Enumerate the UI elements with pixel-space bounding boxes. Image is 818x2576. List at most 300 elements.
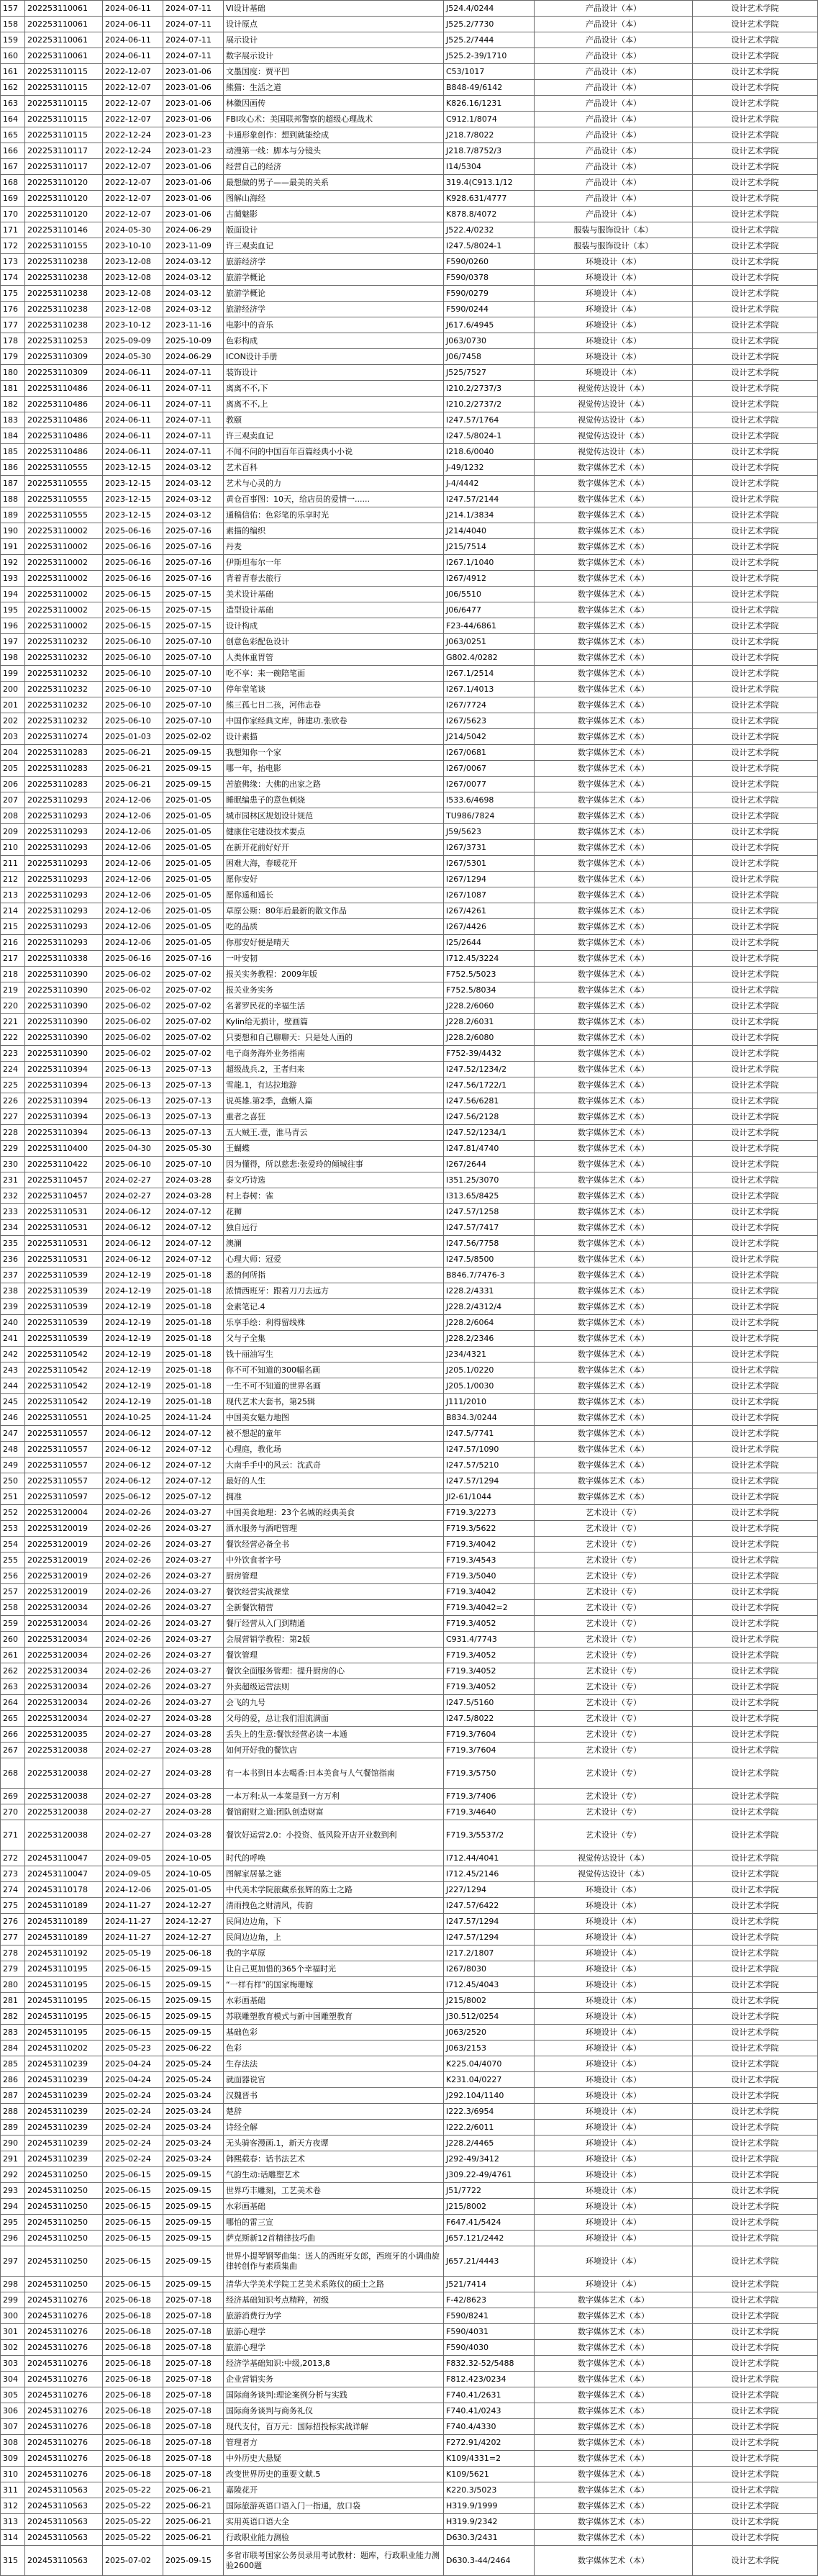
due-date-cell[interactable]: 2024-07-11 bbox=[163, 1, 224, 17]
due-date-cell[interactable]: 2025-01-05 bbox=[163, 792, 224, 808]
department-cell[interactable]: 数字媒体艺术（本） bbox=[535, 824, 693, 840]
borrow-date-cell[interactable]: 2025-06-18 bbox=[103, 2324, 163, 2340]
student-id-cell[interactable]: 202253120019 bbox=[25, 1553, 103, 1568]
department-cell[interactable]: 环境设计（本） bbox=[535, 2104, 693, 2120]
due-date-cell[interactable]: 2024-07-11 bbox=[163, 17, 224, 32]
row-number-cell[interactable]: 207 bbox=[1, 792, 25, 808]
department-cell[interactable]: 数字媒体艺术（本） bbox=[535, 2419, 693, 2435]
department-cell[interactable]: 艺术设计（专） bbox=[535, 1789, 693, 1804]
book-title-cell[interactable]: 餐饮经营必备全书 bbox=[224, 1537, 444, 1553]
school-cell[interactable]: 设计艺术学院 bbox=[693, 207, 818, 222]
department-cell[interactable]: 数字媒体艺术（本） bbox=[535, 729, 693, 745]
book-title-cell[interactable]: 许三观卖血记 bbox=[224, 238, 444, 254]
call-number-cell[interactable]: I712.44/4041 bbox=[444, 1850, 535, 1866]
student-id-cell[interactable]: 202253110542 bbox=[25, 1362, 103, 1378]
call-number-cell[interactable]: K109/5621 bbox=[444, 2467, 535, 2482]
row-number-cell[interactable]: 226 bbox=[1, 1093, 25, 1109]
borrow-date-cell[interactable]: 2025-06-18 bbox=[103, 2340, 163, 2356]
due-date-cell[interactable]: 2025-09-15 bbox=[163, 2183, 224, 2199]
student-id-cell[interactable]: 202253110539 bbox=[25, 1267, 103, 1283]
book-title-cell[interactable]: 经济基础知识考点精粹，初级 bbox=[224, 2292, 444, 2308]
student-id-cell[interactable]: 202253110115 bbox=[25, 64, 103, 80]
school-cell[interactable]: 设计艺术学院 bbox=[693, 2025, 818, 2041]
school-cell[interactable]: 设计艺术学院 bbox=[693, 2546, 818, 2576]
student-id-cell[interactable]: 202253110061 bbox=[25, 48, 103, 64]
book-title-cell[interactable]: 无头骑客漫画.1，新天方夜谭 bbox=[224, 2136, 444, 2151]
student-id-cell[interactable]: 202253120004 bbox=[25, 1505, 103, 1521]
call-number-cell[interactable]: I247.57/1294 bbox=[444, 1914, 535, 1930]
student-id-cell[interactable]: 202253120034 bbox=[25, 1632, 103, 1648]
school-cell[interactable]: 设计艺术学院 bbox=[693, 1442, 818, 1458]
row-number-cell[interactable]: 276 bbox=[1, 1914, 25, 1930]
book-title-cell[interactable]: 就面器说官 bbox=[224, 2072, 444, 2088]
department-cell[interactable]: 数字媒体艺术（本） bbox=[535, 1410, 693, 1426]
borrow-date-cell[interactable]: 2025-04-24 bbox=[103, 2072, 163, 2088]
student-id-cell[interactable]: 202253110238 bbox=[25, 254, 103, 270]
student-id-cell[interactable]: 202253110542 bbox=[25, 1347, 103, 1362]
due-date-cell[interactable]: 2023-01-06 bbox=[163, 80, 224, 96]
department-cell[interactable]: 数字媒体艺术（本） bbox=[535, 998, 693, 1014]
student-id-cell[interactable]: 202253110597 bbox=[25, 1489, 103, 1505]
call-number-cell[interactable]: F590/4031 bbox=[444, 2324, 535, 2340]
row-number-cell[interactable]: 315 bbox=[1, 2546, 25, 2576]
book-title-cell[interactable]: 气韵生动:话雕塑艺术 bbox=[224, 2167, 444, 2183]
due-date-cell[interactable]: 2023-01-23 bbox=[163, 143, 224, 159]
school-cell[interactable]: 设计艺术学院 bbox=[693, 1789, 818, 1804]
department-cell[interactable]: 艺术设计（专） bbox=[535, 1505, 693, 1521]
school-cell[interactable]: 设计艺术学院 bbox=[693, 2403, 818, 2419]
row-number-cell[interactable]: 314 bbox=[1, 2530, 25, 2546]
row-number-cell[interactable]: 192 bbox=[1, 555, 25, 571]
borrow-date-cell[interactable]: 2023-10-10 bbox=[103, 238, 163, 254]
school-cell[interactable]: 设计艺术学院 bbox=[693, 191, 818, 207]
school-cell[interactable]: 设计艺术学院 bbox=[693, 175, 818, 191]
school-cell[interactable]: 设计艺术学院 bbox=[693, 112, 818, 127]
department-cell[interactable]: 数字媒体艺术（本） bbox=[535, 982, 693, 998]
student-id-cell[interactable]: 202253110238 bbox=[25, 302, 103, 317]
student-id-cell[interactable]: 202253110002 bbox=[25, 618, 103, 634]
call-number-cell[interactable]: I25/2644 bbox=[444, 935, 535, 951]
school-cell[interactable]: 设计艺术学院 bbox=[693, 2215, 818, 2231]
student-id-cell[interactable]: 202253110531 bbox=[25, 1220, 103, 1236]
school-cell[interactable]: 设计艺术学院 bbox=[693, 397, 818, 412]
student-id-cell[interactable]: 202453110195 bbox=[25, 2009, 103, 2025]
department-cell[interactable]: 产品设计（本） bbox=[535, 127, 693, 143]
row-number-cell[interactable]: 216 bbox=[1, 935, 25, 951]
student-id-cell[interactable]: 202253110283 bbox=[25, 761, 103, 777]
call-number-cell[interactable]: I247.56/7758 bbox=[444, 1236, 535, 1252]
due-date-cell[interactable]: 2025-01-05 bbox=[163, 903, 224, 919]
row-number-cell[interactable]: 223 bbox=[1, 1046, 25, 1062]
book-title-cell[interactable]: 报关实务教程：2009年版 bbox=[224, 967, 444, 982]
borrow-date-cell[interactable]: 2024-06-11 bbox=[103, 397, 163, 412]
book-title-cell[interactable]: 愿你安好 bbox=[224, 872, 444, 887]
borrow-date-cell[interactable]: 2022-12-07 bbox=[103, 96, 163, 112]
row-number-cell[interactable]: 265 bbox=[1, 1711, 25, 1727]
book-title-cell[interactable]: 多省市联考国家公务员录用考试教材：题库，行政职业能力测验2600题 bbox=[224, 2546, 444, 2576]
book-title-cell[interactable]: 色彩构成 bbox=[224, 333, 444, 349]
call-number-cell[interactable]: I267/4912 bbox=[444, 571, 535, 587]
due-date-cell[interactable]: 2025-07-02 bbox=[163, 982, 224, 998]
borrow-date-cell[interactable]: 2025-06-18 bbox=[103, 2372, 163, 2387]
department-cell[interactable]: 数字媒体艺术（本） bbox=[535, 1093, 693, 1109]
row-number-cell[interactable]: 239 bbox=[1, 1299, 25, 1315]
call-number-cell[interactable]: J205.1/0220 bbox=[444, 1362, 535, 1378]
borrow-date-cell[interactable]: 2024-02-27 bbox=[103, 1727, 163, 1743]
student-id-cell[interactable]: 202253110232 bbox=[25, 634, 103, 650]
call-number-cell[interactable]: K878.8/4072 bbox=[444, 207, 535, 222]
department-cell[interactable]: 视觉传达设计（本） bbox=[535, 428, 693, 444]
department-cell[interactable]: 艺术设计（专） bbox=[535, 1568, 693, 1584]
due-date-cell[interactable]: 2025-07-18 bbox=[163, 2387, 224, 2403]
book-title-cell[interactable]: 最好的人生 bbox=[224, 1473, 444, 1489]
row-number-cell[interactable]: 158 bbox=[1, 17, 25, 32]
book-title-cell[interactable]: 中国作家经典文库，韩建功.张欣卷 bbox=[224, 713, 444, 729]
school-cell[interactable]: 设计艺术学院 bbox=[693, 1125, 818, 1141]
due-date-cell[interactable]: 2024-03-12 bbox=[163, 460, 224, 476]
book-title-cell[interactable]: 会展营销学教程：第2版 bbox=[224, 1632, 444, 1648]
book-title-cell[interactable]: 民间边边角，上 bbox=[224, 1930, 444, 1945]
borrow-date-cell[interactable]: 2024-09-05 bbox=[103, 1866, 163, 1882]
row-number-cell[interactable]: 218 bbox=[1, 967, 25, 982]
call-number-cell[interactable]: F719.3/5750 bbox=[444, 1758, 535, 1789]
due-date-cell[interactable]: 2024-03-12 bbox=[163, 476, 224, 492]
call-number-cell[interactable]: I313.65/8425 bbox=[444, 1188, 535, 1204]
school-cell[interactable]: 设计艺术学院 bbox=[693, 840, 818, 856]
student-id-cell[interactable]: 202453110563 bbox=[25, 2482, 103, 2498]
call-number-cell[interactable]: I267/1087 bbox=[444, 887, 535, 903]
borrow-date-cell[interactable]: 2024-12-19 bbox=[103, 1378, 163, 1394]
due-date-cell[interactable]: 2025-01-05 bbox=[163, 840, 224, 856]
student-id-cell[interactable]: 202253110120 bbox=[25, 175, 103, 191]
book-title-cell[interactable]: 国际商务谈判:理论案例分析与实践 bbox=[224, 2387, 444, 2403]
department-cell[interactable]: 数字媒体艺术（本） bbox=[535, 2292, 693, 2308]
student-id-cell[interactable]: 202253120034 bbox=[25, 1600, 103, 1616]
call-number-cell[interactable]: I218.6/0040 bbox=[444, 444, 535, 460]
student-id-cell[interactable]: 202253110555 bbox=[25, 507, 103, 523]
row-number-cell[interactable]: 225 bbox=[1, 1077, 25, 1093]
school-cell[interactable]: 设计艺术学院 bbox=[693, 1410, 818, 1426]
department-cell[interactable]: 数字媒体艺术（本） bbox=[535, 2467, 693, 2482]
book-title-cell[interactable]: 吃的品质 bbox=[224, 919, 444, 935]
book-title-cell[interactable]: 艺术与心灵的力 bbox=[224, 476, 444, 492]
row-number-cell[interactable]: 257 bbox=[1, 1584, 25, 1600]
row-number-cell[interactable]: 187 bbox=[1, 476, 25, 492]
call-number-cell[interactable]: F719.3/4640 bbox=[444, 1804, 535, 1820]
student-id-cell[interactable]: 202253110253 bbox=[25, 333, 103, 349]
school-cell[interactable]: 设计艺术学院 bbox=[693, 1378, 818, 1394]
row-number-cell[interactable]: 178 bbox=[1, 333, 25, 349]
student-id-cell[interactable]: 202253110486 bbox=[25, 397, 103, 412]
row-number-cell[interactable]: 289 bbox=[1, 2120, 25, 2136]
book-title-cell[interactable]: 中外饮食者字号 bbox=[224, 1553, 444, 1568]
book-title-cell[interactable]: 时代的呼唤 bbox=[224, 1850, 444, 1866]
call-number-cell[interactable]: I267/5301 bbox=[444, 856, 535, 872]
borrow-date-cell[interactable]: 2024-12-19 bbox=[103, 1267, 163, 1283]
borrow-date-cell[interactable]: 2025-06-18 bbox=[103, 2308, 163, 2324]
call-number-cell[interactable]: D630.3/2431 bbox=[444, 2530, 535, 2546]
book-title-cell[interactable]: 厨房管理 bbox=[224, 1568, 444, 1584]
department-cell[interactable]: 数字媒体艺术（本） bbox=[535, 2387, 693, 2403]
borrow-date-cell[interactable]: 2024-12-06 bbox=[103, 840, 163, 856]
student-id-cell[interactable]: 202253110557 bbox=[25, 1442, 103, 1458]
school-cell[interactable]: 设计艺术学院 bbox=[693, 1632, 818, 1648]
due-date-cell[interactable]: 2025-07-10 bbox=[163, 1157, 224, 1172]
row-number-cell[interactable]: 279 bbox=[1, 1961, 25, 1977]
borrow-date-cell[interactable]: 2025-05-22 bbox=[103, 2482, 163, 2498]
row-number-cell[interactable]: 252 bbox=[1, 1505, 25, 1521]
due-date-cell[interactable]: 2025-07-16 bbox=[163, 555, 224, 571]
book-title-cell[interactable]: 在新开花前好好开 bbox=[224, 840, 444, 856]
due-date-cell[interactable]: 2025-01-18 bbox=[163, 1378, 224, 1394]
borrow-date-cell[interactable]: 2025-06-15 bbox=[103, 2277, 163, 2292]
student-id-cell[interactable]: 202253120034 bbox=[25, 1695, 103, 1711]
school-cell[interactable]: 设计艺术学院 bbox=[693, 1093, 818, 1109]
school-cell[interactable]: 设计艺术学院 bbox=[693, 2151, 818, 2167]
due-date-cell[interactable]: 2025-07-02 bbox=[163, 1014, 224, 1030]
school-cell[interactable]: 设计艺术学院 bbox=[693, 1711, 818, 1727]
book-title-cell[interactable]: 报关业务实务 bbox=[224, 982, 444, 998]
book-title-cell[interactable]: 数字展示设计 bbox=[224, 48, 444, 64]
student-id-cell[interactable]: 202253110232 bbox=[25, 697, 103, 713]
school-cell[interactable]: 设计艺术学院 bbox=[693, 1663, 818, 1679]
call-number-cell[interactable]: I247.5/7741 bbox=[444, 1426, 535, 1442]
school-cell[interactable]: 设计艺术学院 bbox=[693, 254, 818, 270]
row-number-cell[interactable]: 169 bbox=[1, 191, 25, 207]
student-id-cell[interactable]: 202253120019 bbox=[25, 1584, 103, 1600]
due-date-cell[interactable]: 2025-09-15 bbox=[163, 2199, 224, 2215]
school-cell[interactable]: 设计艺术学院 bbox=[693, 1141, 818, 1157]
row-number-cell[interactable]: 255 bbox=[1, 1553, 25, 1568]
student-id-cell[interactable]: 202253110002 bbox=[25, 571, 103, 587]
borrow-date-cell[interactable]: 2025-06-02 bbox=[103, 967, 163, 982]
student-id-cell[interactable]: 202253110390 bbox=[25, 1030, 103, 1046]
borrow-date-cell[interactable]: 2025-06-16 bbox=[103, 555, 163, 571]
book-title-cell[interactable]: 萨克斯新12首精律技巧曲 bbox=[224, 2231, 444, 2246]
department-cell[interactable]: 环境设计（本） bbox=[535, 1930, 693, 1945]
call-number-cell[interactable]: F719.3/7406 bbox=[444, 1789, 535, 1804]
due-date-cell[interactable]: 2025-05-24 bbox=[163, 2056, 224, 2072]
call-number-cell[interactable]: I267.1/4013 bbox=[444, 682, 535, 697]
school-cell[interactable]: 设计艺术学院 bbox=[693, 460, 818, 476]
due-date-cell[interactable]: 2024-07-12 bbox=[163, 1426, 224, 1442]
row-number-cell[interactable]: 237 bbox=[1, 1267, 25, 1283]
due-date-cell[interactable]: 2025-07-15 bbox=[163, 587, 224, 602]
school-cell[interactable]: 设计艺术学院 bbox=[693, 1505, 818, 1521]
call-number-cell[interactable]: K109/4331=2 bbox=[444, 2451, 535, 2467]
call-number-cell[interactable]: 319.4(C913.1/12 bbox=[444, 175, 535, 191]
row-number-cell[interactable]: 163 bbox=[1, 96, 25, 112]
borrow-date-cell[interactable]: 2025-06-10 bbox=[103, 1157, 163, 1172]
department-cell[interactable]: 数字媒体艺术（本） bbox=[535, 1378, 693, 1394]
borrow-date-cell[interactable]: 2024-06-12 bbox=[103, 1252, 163, 1267]
book-title-cell[interactable]: 伊斯坦布尔一年 bbox=[224, 555, 444, 571]
department-cell[interactable]: 数字媒体艺术（本） bbox=[535, 555, 693, 571]
department-cell[interactable]: 数字媒体艺术（本） bbox=[535, 761, 693, 777]
department-cell[interactable]: 产品设计（本） bbox=[535, 48, 693, 64]
book-title-cell[interactable]: 韩熙载春：话书法艺术 bbox=[224, 2151, 444, 2167]
row-number-cell[interactable]: 165 bbox=[1, 127, 25, 143]
call-number-cell[interactable]: J59/5623 bbox=[444, 824, 535, 840]
due-date-cell[interactable]: 2025-09-15 bbox=[163, 2215, 224, 2231]
school-cell[interactable]: 设计艺术学院 bbox=[693, 1204, 818, 1220]
borrow-date-cell[interactable]: 2024-12-19 bbox=[103, 1394, 163, 1410]
due-date-cell[interactable]: 2024-03-28 bbox=[163, 1727, 224, 1743]
school-cell[interactable]: 设计艺术学院 bbox=[693, 1945, 818, 1961]
book-title-cell[interactable]: 餐馆耐财之道:团队创造财富 bbox=[224, 1804, 444, 1820]
due-date-cell[interactable]: 2025-07-18 bbox=[163, 2308, 224, 2324]
borrow-date-cell[interactable]: 2025-06-15 bbox=[103, 2183, 163, 2199]
department-cell[interactable]: 环境设计（本） bbox=[535, 2120, 693, 2136]
student-id-cell[interactable]: 202253120034 bbox=[25, 1711, 103, 1727]
borrow-date-cell[interactable]: 2024-12-19 bbox=[103, 1315, 163, 1331]
book-title-cell[interactable]: 你那安好便是晴天 bbox=[224, 935, 444, 951]
book-title-cell[interactable]: 说英雄.第2季，盘蜥人篇 bbox=[224, 1093, 444, 1109]
school-cell[interactable]: 设计艺术学院 bbox=[693, 238, 818, 254]
due-date-cell[interactable]: 2023-01-06 bbox=[163, 175, 224, 191]
due-date-cell[interactable]: 2025-07-02 bbox=[163, 998, 224, 1014]
call-number-cell[interactable]: I247.56/1722/1 bbox=[444, 1077, 535, 1093]
call-number-cell[interactable]: I247.56/2128 bbox=[444, 1109, 535, 1125]
row-number-cell[interactable]: 259 bbox=[1, 1616, 25, 1632]
student-id-cell[interactable]: 202453110563 bbox=[25, 2546, 103, 2576]
borrow-date-cell[interactable]: 2025-06-16 bbox=[103, 951, 163, 967]
due-date-cell[interactable]: 2024-12-27 bbox=[163, 1930, 224, 1945]
row-number-cell[interactable]: 250 bbox=[1, 1473, 25, 1489]
call-number-cell[interactable]: I247.5/8500 bbox=[444, 1252, 535, 1267]
school-cell[interactable]: 设计艺术学院 bbox=[693, 1804, 818, 1820]
borrow-date-cell[interactable]: 2025-06-13 bbox=[103, 1062, 163, 1077]
school-cell[interactable]: 设计艺术学院 bbox=[693, 697, 818, 713]
book-title-cell[interactable]: 林徽因画传 bbox=[224, 96, 444, 112]
student-id-cell[interactable]: 202453110189 bbox=[25, 1930, 103, 1945]
student-id-cell[interactable]: 202453110250 bbox=[25, 2199, 103, 2215]
student-id-cell[interactable]: 202453110276 bbox=[25, 2403, 103, 2419]
borrow-date-cell[interactable]: 2025-01-03 bbox=[103, 729, 163, 745]
department-cell[interactable]: 数字媒体艺术（本） bbox=[535, 903, 693, 919]
student-id-cell[interactable]: 202453110195 bbox=[25, 1977, 103, 1993]
department-cell[interactable]: 环境设计（本） bbox=[535, 286, 693, 302]
student-id-cell[interactable]: 202253110551 bbox=[25, 1410, 103, 1426]
row-number-cell[interactable]: 172 bbox=[1, 238, 25, 254]
student-id-cell[interactable]: 202453110276 bbox=[25, 2467, 103, 2482]
call-number-cell[interactable]: I247.57/1294 bbox=[444, 1473, 535, 1489]
department-cell[interactable]: 环境设计（本） bbox=[535, 254, 693, 270]
due-date-cell[interactable]: 2024-03-12 bbox=[163, 286, 224, 302]
student-id-cell[interactable]: 202453110250 bbox=[25, 2231, 103, 2246]
book-title-cell[interactable]: 让自己更加惜的365个幸福时光 bbox=[224, 1961, 444, 1977]
student-id-cell[interactable]: 202253110531 bbox=[25, 1204, 103, 1220]
borrow-date-cell[interactable]: 2024-11-27 bbox=[103, 1930, 163, 1945]
student-id-cell[interactable]: 202253110486 bbox=[25, 444, 103, 460]
borrow-date-cell[interactable]: 2024-06-12 bbox=[103, 1220, 163, 1236]
book-title-cell[interactable]: 超级战兵.2，王者归来 bbox=[224, 1062, 444, 1077]
due-date-cell[interactable]: 2024-03-28 bbox=[163, 1743, 224, 1758]
row-number-cell[interactable]: 240 bbox=[1, 1315, 25, 1331]
student-id-cell[interactable]: 202253110557 bbox=[25, 1473, 103, 1489]
row-number-cell[interactable]: 161 bbox=[1, 64, 25, 80]
department-cell[interactable]: 数字媒体艺术（本） bbox=[535, 587, 693, 602]
due-date-cell[interactable]: 2025-01-18 bbox=[163, 1315, 224, 1331]
row-number-cell[interactable]: 183 bbox=[1, 412, 25, 428]
school-cell[interactable]: 设计艺术学院 bbox=[693, 618, 818, 634]
call-number-cell[interactable]: I247.57/7417 bbox=[444, 1220, 535, 1236]
student-id-cell[interactable]: 202253110146 bbox=[25, 222, 103, 238]
student-id-cell[interactable]: 202253110274 bbox=[25, 729, 103, 745]
borrow-date-cell[interactable]: 2025-06-02 bbox=[103, 1030, 163, 1046]
school-cell[interactable]: 设计艺术学院 bbox=[693, 872, 818, 887]
school-cell[interactable]: 设计艺术学院 bbox=[693, 2419, 818, 2435]
school-cell[interactable]: 设计艺术学院 bbox=[693, 2088, 818, 2104]
due-date-cell[interactable]: 2024-03-27 bbox=[163, 1505, 224, 1521]
borrow-date-cell[interactable]: 2025-04-30 bbox=[103, 1141, 163, 1157]
due-date-cell[interactable]: 2024-06-29 bbox=[163, 222, 224, 238]
school-cell[interactable]: 设计艺术学院 bbox=[693, 381, 818, 397]
school-cell[interactable]: 设计艺术学院 bbox=[693, 1252, 818, 1267]
book-title-cell[interactable]: 重者之喜狂 bbox=[224, 1109, 444, 1125]
student-id-cell[interactable]: 202453110276 bbox=[25, 2340, 103, 2356]
student-id-cell[interactable]: 202453110195 bbox=[25, 2025, 103, 2041]
school-cell[interactable]: 设计艺术学院 bbox=[693, 2009, 818, 2025]
call-number-cell[interactable]: I247.5/8022 bbox=[444, 1711, 535, 1727]
call-number-cell[interactable]: J524.4/0244 bbox=[444, 1, 535, 17]
student-id-cell[interactable]: 202253110293 bbox=[25, 903, 103, 919]
due-date-cell[interactable]: 2025-05-24 bbox=[163, 2072, 224, 2088]
book-title-cell[interactable]: 雪龍.1，有达拉地游 bbox=[224, 1077, 444, 1093]
book-title-cell[interactable]: 设计素描 bbox=[224, 729, 444, 745]
call-number-cell[interactable]: G802.4/0282 bbox=[444, 650, 535, 666]
department-cell[interactable]: 环境设计（本） bbox=[535, 2009, 693, 2025]
student-id-cell[interactable]: 202253110394 bbox=[25, 1062, 103, 1077]
student-id-cell[interactable]: 202453110239 bbox=[25, 2088, 103, 2104]
due-date-cell[interactable]: 2024-07-12 bbox=[163, 1236, 224, 1252]
department-cell[interactable]: 艺术设计（专） bbox=[535, 1648, 693, 1663]
book-title-cell[interactable]: 熊猫：生活之道 bbox=[224, 80, 444, 96]
call-number-cell[interactable]: F719.3/4052 bbox=[444, 1648, 535, 1663]
book-title-cell[interactable]: 国际旅游英语口语入门一指通，放口袋 bbox=[224, 2498, 444, 2514]
row-number-cell[interactable]: 213 bbox=[1, 887, 25, 903]
book-title-cell[interactable]: 停年堂笔谈 bbox=[224, 682, 444, 697]
school-cell[interactable]: 设计艺术学院 bbox=[693, 1014, 818, 1030]
due-date-cell[interactable]: 2024-03-12 bbox=[163, 492, 224, 507]
call-number-cell[interactable]: J-4/4442 bbox=[444, 476, 535, 492]
department-cell[interactable]: 环境设计（本） bbox=[535, 2215, 693, 2231]
student-id-cell[interactable]: 202253110115 bbox=[25, 80, 103, 96]
book-title-cell[interactable]: 旅游心理学 bbox=[224, 2324, 444, 2340]
due-date-cell[interactable]: 2023-01-06 bbox=[163, 64, 224, 80]
school-cell[interactable]: 设计艺术学院 bbox=[693, 2514, 818, 2530]
book-title-cell[interactable]: 创意色彩配色设计 bbox=[224, 634, 444, 650]
book-title-cell[interactable]: 诗经全解 bbox=[224, 2120, 444, 2136]
school-cell[interactable]: 设计艺术学院 bbox=[693, 571, 818, 587]
row-number-cell[interactable]: 260 bbox=[1, 1632, 25, 1648]
student-id-cell[interactable]: 202453110563 bbox=[25, 2498, 103, 2514]
borrow-date-cell[interactable]: 2025-06-16 bbox=[103, 571, 163, 587]
due-date-cell[interactable]: 2025-07-13 bbox=[163, 1125, 224, 1141]
student-id-cell[interactable]: 202253110238 bbox=[25, 270, 103, 286]
book-title-cell[interactable]: 嘉陵花开 bbox=[224, 2482, 444, 2498]
student-id-cell[interactable]: 202253120034 bbox=[25, 1679, 103, 1695]
row-number-cell[interactable]: 162 bbox=[1, 80, 25, 96]
department-cell[interactable]: 视觉传达设计（本） bbox=[535, 444, 693, 460]
school-cell[interactable]: 设计艺术学院 bbox=[693, 159, 818, 175]
due-date-cell[interactable]: 2025-07-10 bbox=[163, 650, 224, 666]
school-cell[interactable]: 设计艺术学院 bbox=[693, 666, 818, 682]
due-date-cell[interactable]: 2025-01-18 bbox=[163, 1362, 224, 1378]
call-number-cell[interactable]: J215/8002 bbox=[444, 1993, 535, 2009]
borrow-date-cell[interactable]: 2025-06-15 bbox=[103, 587, 163, 602]
school-cell[interactable]: 设计艺术学院 bbox=[693, 2277, 818, 2292]
